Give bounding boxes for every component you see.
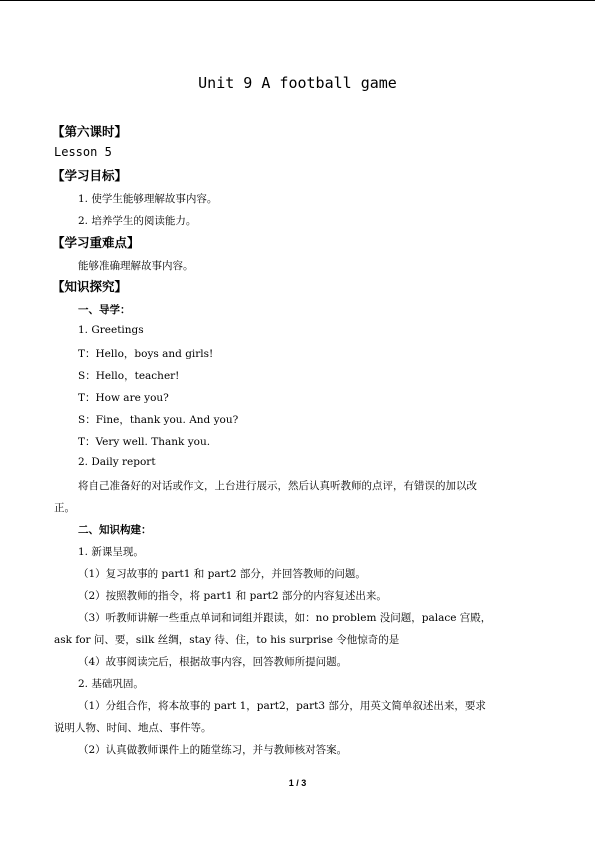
step-item: 1. 新课呈现。 [78, 546, 144, 558]
dialogue-line: S：Fine，thank you. And you? [78, 414, 239, 426]
lesson-number: Lesson 5 [54, 145, 112, 159]
step-item: 2. 基础巩固。 [78, 678, 144, 690]
paragraph-line: 正。 [54, 502, 75, 514]
task-item: （3）听教师讲解一些重点单词和词组并跟读，如：no problem 没问题，palace 宫殿， [78, 612, 492, 624]
task-item: （1）复习故事的 part1 和 part2 部分，并回答教师的问题。 [78, 568, 366, 580]
document-title: Unit 9 A football game [198, 74, 397, 92]
dialogue-line: T：Hello，boys and girls! [78, 348, 214, 360]
task-item-continued: 说明人物、时间、地点、事件等。 [54, 722, 212, 734]
subsection-heading-guide: 一、导学： [78, 304, 131, 316]
step-item: 1. Greetings [78, 324, 144, 336]
section-heading-objectives: 【学习目标】 [52, 168, 128, 183]
objective-item: 1. 使学生能够理解故事内容。 [78, 193, 218, 205]
task-item: （1）分组合作，将本故事的 part 1，part2，part3 部分，用英文简单叙述出来，要求 [78, 700, 486, 712]
step-item: 2. Daily report [78, 456, 156, 468]
dialogue-line: T：Very well. Thank you. [78, 436, 211, 448]
subsection-heading-construction: 二、知识构建： [78, 524, 152, 536]
key-point-text: 能够准确理解故事内容。 [78, 260, 194, 272]
task-item-continued: ask for 问、要，silk 丝绸，stay 待、住，to his surprise 令他惊奇的是 [54, 634, 400, 646]
task-item: （2）按照教师的指令，将 part1 和 part2 部分的内容复述出来。 [78, 590, 387, 602]
task-item: （4）故事阅读完后，根据故事内容，回答教师所提问题。 [78, 656, 348, 668]
objective-item: 2. 培养学生的阅读能力。 [78, 215, 197, 227]
section-heading-key-points: 【学习重难点】 [52, 235, 140, 250]
section-heading-exploration: 【知识探究】 [52, 279, 128, 294]
paragraph-line: 将自己准备好的对话或作文，上台进行展示，然后认真听教师的点评，有错误的加以改 [78, 480, 477, 492]
section-heading-lesson-period: 【第六课时】 [52, 124, 128, 139]
dialogue-line: S：Hello，teacher! [78, 370, 180, 382]
top-rule [0, 0, 595, 1]
page-number: 1 / 3 [288, 778, 307, 788]
dialogue-line: T：How are you? [78, 392, 169, 404]
task-item: （2）认真做教师课件上的随堂练习，并与教师核对答案。 [78, 744, 348, 756]
